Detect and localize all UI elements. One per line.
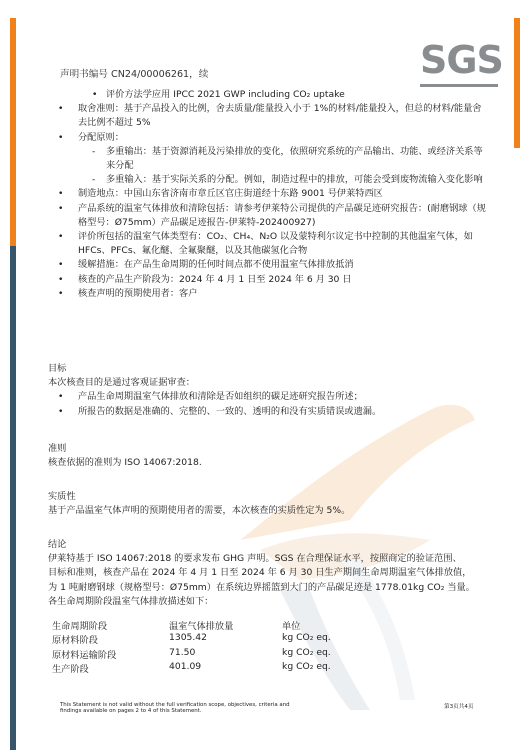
bullet-icon: • <box>58 259 64 271</box>
list-item: • 产品系统的温室气体排放和清除包括：请参考伊莱特公司提供的产品碳足迹研究报告：(耐磨钢球（规格型号：Ø75mm）产品碳足迹报告-伊莱特-202400927) <box>58 202 486 228</box>
bullet-icon: • <box>58 273 64 285</box>
bullet-icon: • <box>58 231 64 243</box>
table-row <box>52 661 382 675</box>
conclusion-line: 各生命周期阶段温室气体排放描述如下： <box>48 595 214 607</box>
table-cell: 生产阶段 <box>52 664 89 676</box>
conclusion-title: 结论 <box>48 539 67 550</box>
table-cell: 原材料阶段 <box>52 635 98 647</box>
criteria-title: 准则 <box>48 443 67 454</box>
table-header-cell: 生命周期阶段 <box>52 621 108 632</box>
list-item: • 评价方法学应用 IPCC 2021 GWP including CO₂ uptake <box>48 88 488 102</box>
table-cell: 401.09 <box>169 661 202 673</box>
table-row <box>52 632 382 646</box>
bullet-icon: • <box>92 89 98 100</box>
bullet-icon: • <box>58 287 64 299</box>
footer-note: This Statement is not valid without the full verification scope, objectives, criteria and findings available on pages 2 to 4 of this Statement. <box>60 702 290 715</box>
list-item: • 分配原则： <box>48 131 488 145</box>
bullet-icon: - <box>92 145 96 157</box>
bullet-icon: • <box>58 202 64 214</box>
sgs-logo: SGS <box>420 38 498 92</box>
list-item: • 核查的产品生产阶段为：2024 年 4 月 1 日至 2024 年 6 月 30 日 <box>48 273 488 287</box>
criteria-section <box>48 442 488 470</box>
scope-bullets <box>48 88 488 301</box>
logo-underline <box>420 84 498 87</box>
statement-number: 声明书编号 CN24/00006261，续 <box>60 69 209 80</box>
conclusion-line: 伊莱特基于 ISO 14067:2018 的要求发布 GHG 声明。SGS 在合理保证水平，按照商定的验证范围、 <box>48 553 462 565</box>
table-row <box>52 647 382 661</box>
table-cell: 原材料运输阶段 <box>52 649 117 661</box>
list-item: • 评价所包括的温室气体类型有：CO₂、CH₄、N₂O 以及蒙特利尔议定书中控制的其他温室气体，如 HFCs、PFCs、氟化醚、全氟聚醚，以及其他碳氢化合物 <box>58 231 473 257</box>
table-header-cell: 温室气体排放量 <box>169 621 234 632</box>
right-accent-bar-orange <box>514 18 520 148</box>
bullet-icon: • <box>58 188 64 200</box>
conclusion-line: 目标和准则，核查产品在 2024 年 4 月 1 日至 2024 年 6 月 30 日生产期间生命周期温室气体排放值， <box>48 567 472 579</box>
bullet-icon: • <box>58 131 64 143</box>
page-number: 第3页共4页 <box>444 704 474 710</box>
list-item: • 产品生命周期温室气体排放和清除是否如组织的碳足迹研究报告所述； <box>48 390 488 404</box>
list-item: • 核查声明的预期使用者：客户 <box>48 287 488 301</box>
objective-intro: 本次核查目的是通过客观证据审查： <box>48 377 195 389</box>
objective-section <box>48 362 488 419</box>
list-item: • 取舍准则：基于产品投入的比例，舍去质量/能量投入小于 1%的材料/能量投入，但总的材料/能量舍去比例不超过 5% <box>58 103 482 129</box>
table-header-row <box>52 618 382 632</box>
bullet-icon: • <box>58 405 64 417</box>
materiality-title: 实质性 <box>48 491 76 502</box>
table-cell: 71.50 <box>169 646 196 658</box>
left-accent-bar-orange <box>10 18 16 246</box>
objective-title: 目标 <box>48 363 67 374</box>
table-cell: kg CO₂ eq. <box>282 661 331 673</box>
table-cell: kg CO₂ eq. <box>282 646 331 658</box>
emissions-table <box>52 618 382 676</box>
materiality-text: 基于产品温室气体声明的预期使用者的需要，本次核查的实质性定为 5%。 <box>48 505 351 517</box>
list-item: - 多重输入：基于实际关系的分配。例如，制造过程中的排放，可能会受到废物流输入变化影响 <box>48 173 488 187</box>
bullet-icon: - <box>92 174 96 186</box>
list-item: • 制造地点：中国山东省济南市章丘区官庄街道经十东路 9001 号伊莱特西区 <box>48 187 488 201</box>
conclusion-line: 为 1 吨耐磨钢球（规格型号：Ø75mm）在系统边界摇篮到大门的产品碳足迹是 1778.01kg CO₂ 当量。 <box>48 581 475 593</box>
list-item: • 缓解措施：在产品生命周期的任何时间点都不使用温室气体排放抵消 <box>48 258 488 272</box>
list-item: - 多重输出：基于资源消耗及污染排放的变化，依照研究系统的产品输出、功能、或经济关系等来分配 <box>92 145 483 172</box>
left-accent-bar-dark <box>10 246 16 750</box>
table-cell: 1305.42 <box>169 632 207 644</box>
bullet-icon: • <box>58 391 64 403</box>
criteria-text: 核查依据的准则为 ISO 14067:2018. <box>48 457 202 469</box>
table-cell: kg CO₂ eq. <box>282 632 331 644</box>
bullet-icon: • <box>58 103 64 115</box>
list-item: • 所报告的数据是准确的、完整的、一致的、透明的和没有实质错误或遗漏。 <box>48 405 488 419</box>
table-header-cell: 单位 <box>282 621 301 632</box>
conclusion-section <box>48 538 488 609</box>
materiality-section <box>48 490 488 518</box>
